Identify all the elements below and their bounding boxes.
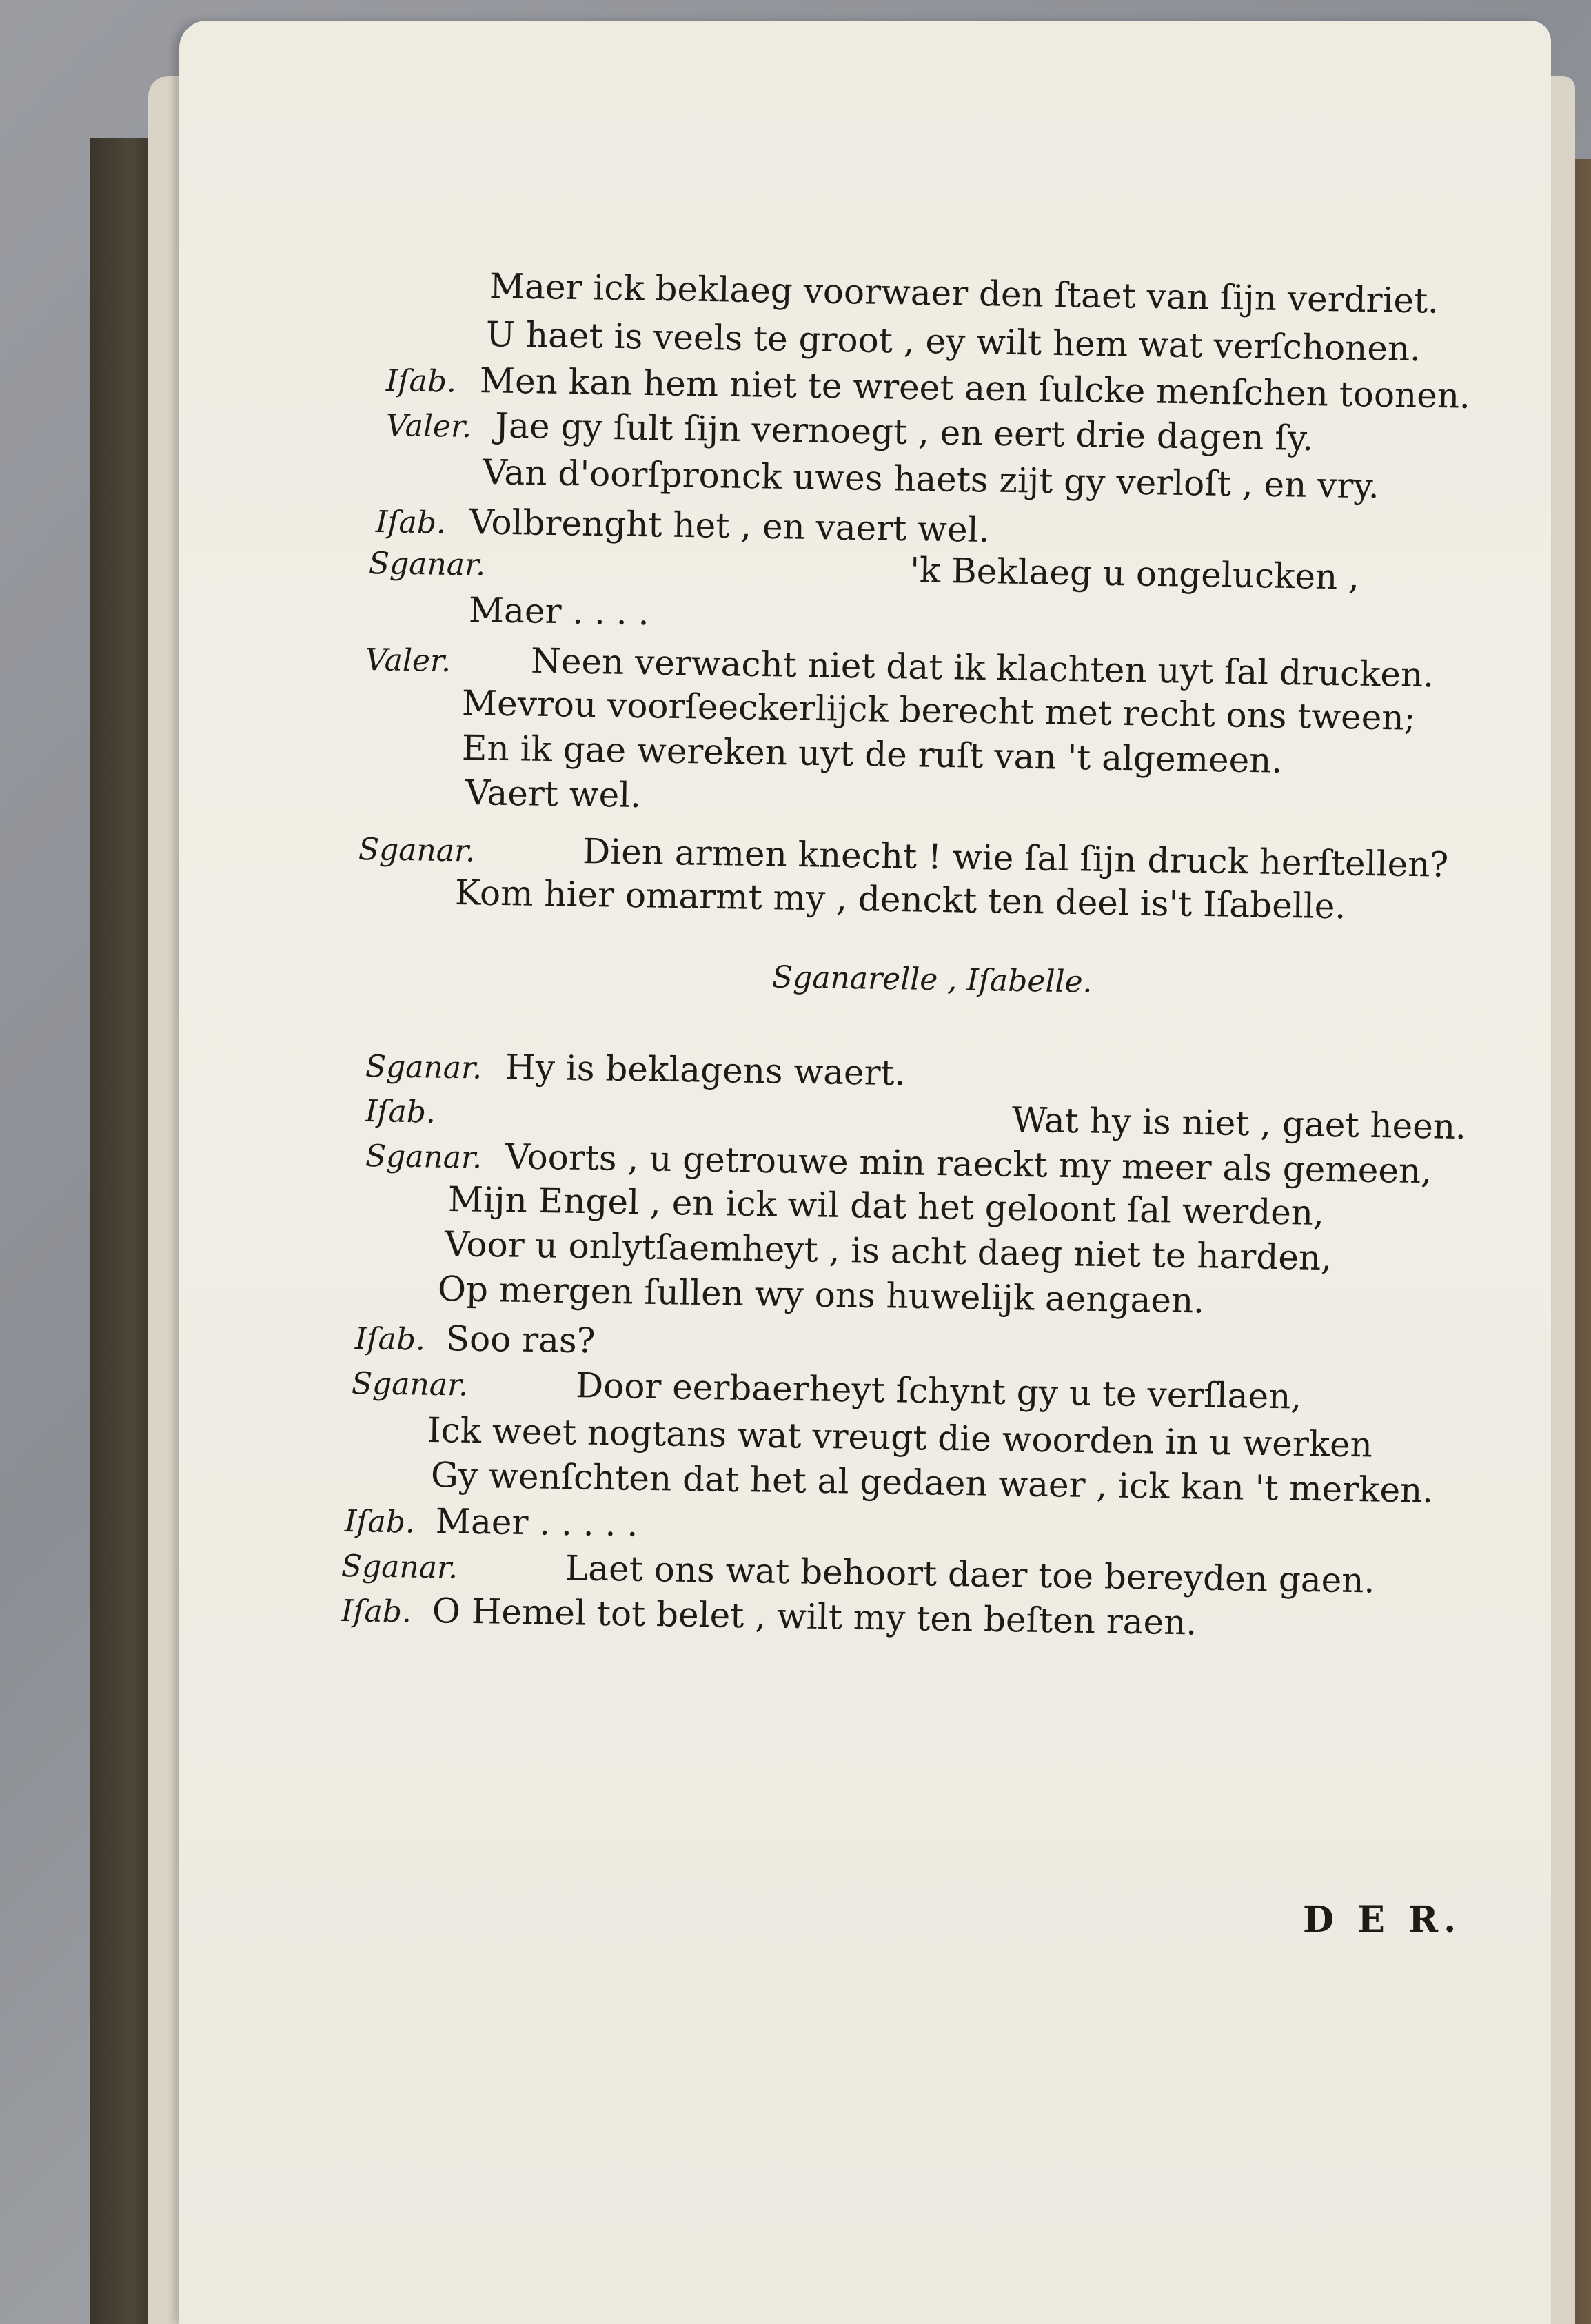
text-line: Kom hier omarmt my , denckt ten deel is't Iſabelle.	[454, 873, 1346, 927]
text-line: En ik gae wereken uyt de ruſt van 't algemeen.	[461, 728, 1283, 781]
speaker-label: Iſab.	[385, 363, 457, 400]
text-line: Iſab. Soo ras?	[354, 1318, 596, 1361]
text-line: Valer. Neen verwacht niet dat ik klachten uyt ſal drucken.	[365, 640, 1435, 695]
speaker-label: Iſab.	[354, 1321, 426, 1358]
text-line: Valer. Jae gy ſult ſijn vernoegt , en eert drie dagen ſy.	[385, 405, 1314, 459]
speaker-label: Sganar.	[368, 546, 486, 583]
text-line: Iſab. Men kan hem niet te wreet aen ſulcke menſchen toonen.	[385, 360, 1471, 416]
text-line: Sganar. Laet ons wat behoort daer toe bereyden gaen.	[341, 1548, 1375, 1601]
text-line: Iſab. Maer . . . . .	[344, 1501, 638, 1545]
text-line: U haet is veels te groot , ey wilt hem wat verſchonen.	[485, 314, 1421, 369]
text-line: Sganar. Voorts , u getrouwe min raeckt my meer als gemeen,	[365, 1136, 1432, 1192]
text-line: Mijn Engel , en ick wil dat het geloont ſal werden,	[447, 1179, 1325, 1233]
text-line: Vaert wel.	[465, 773, 642, 816]
speaker-label: Sganar.	[365, 1049, 483, 1086]
speaker-label: Sganar.	[365, 1139, 483, 1176]
speaker-label: Iſab.	[341, 1593, 412, 1630]
text-line: Gy wenſchten dat het al gedaen waer , ick kan 't merken.	[430, 1455, 1434, 1511]
text-line: Sganar. Hy is beklagens waert.	[365, 1047, 906, 1094]
text-line: Ick weet nogtans wat vreugt die woorden in u werken	[427, 1410, 1373, 1465]
speaker-label: Iſab.	[365, 1094, 436, 1130]
text-line: Maer ick beklaeg voorwaer den ſtaet van ſijn verdriet.	[489, 266, 1439, 321]
speaker-label: Sganar.	[351, 1366, 469, 1403]
speaker-label: Iſab.	[344, 1504, 416, 1540]
scene-heading: Sganarelle , Iſabelle.	[771, 959, 1093, 1000]
speaker-label: Iſab.	[375, 504, 447, 541]
text-line: Iſab. Wat hy is niet , gaet heen.	[365, 1094, 1467, 1148]
speaker-label: Sganar.	[358, 832, 476, 869]
text-line: Mevrou voorſeeckerlijck berecht met recht ons tween;	[461, 683, 1416, 738]
speaker-label: Valer.	[365, 642, 452, 679]
text-line: Sganar. 'k Beklaeg u ongelucken ,	[368, 546, 1360, 598]
text-line: Iſab. Volbrenght het , en vaert wel.	[375, 502, 990, 550]
text-line: Op mergen ſullen wy ons huwelijk aengaen.	[437, 1269, 1205, 1321]
text-line: Voor u onlytſaemheyt , is acht daeg niet te harden,	[444, 1224, 1332, 1278]
text-line: Iſab. O Hemel tot belet , wilt my ten beſten raen.	[341, 1591, 1197, 1643]
text-line: Sganar. Dien armen knecht ! wie ſal ſijn druck herſtellen?	[358, 831, 1449, 885]
text-line: Van d'oorſpronck uwes haets zijt gy verloſt , en vry.	[482, 452, 1380, 507]
text-line: Sganar. Door eerbaerheyt ſchynt gy u te verſlaen,	[351, 1365, 1302, 1417]
text-line: Maer . . . .	[468, 590, 650, 633]
catchword: D E R.	[1303, 1899, 1462, 1941]
speaker-label: Valer.	[385, 408, 472, 445]
speaker-label: Sganar.	[341, 1549, 458, 1586]
